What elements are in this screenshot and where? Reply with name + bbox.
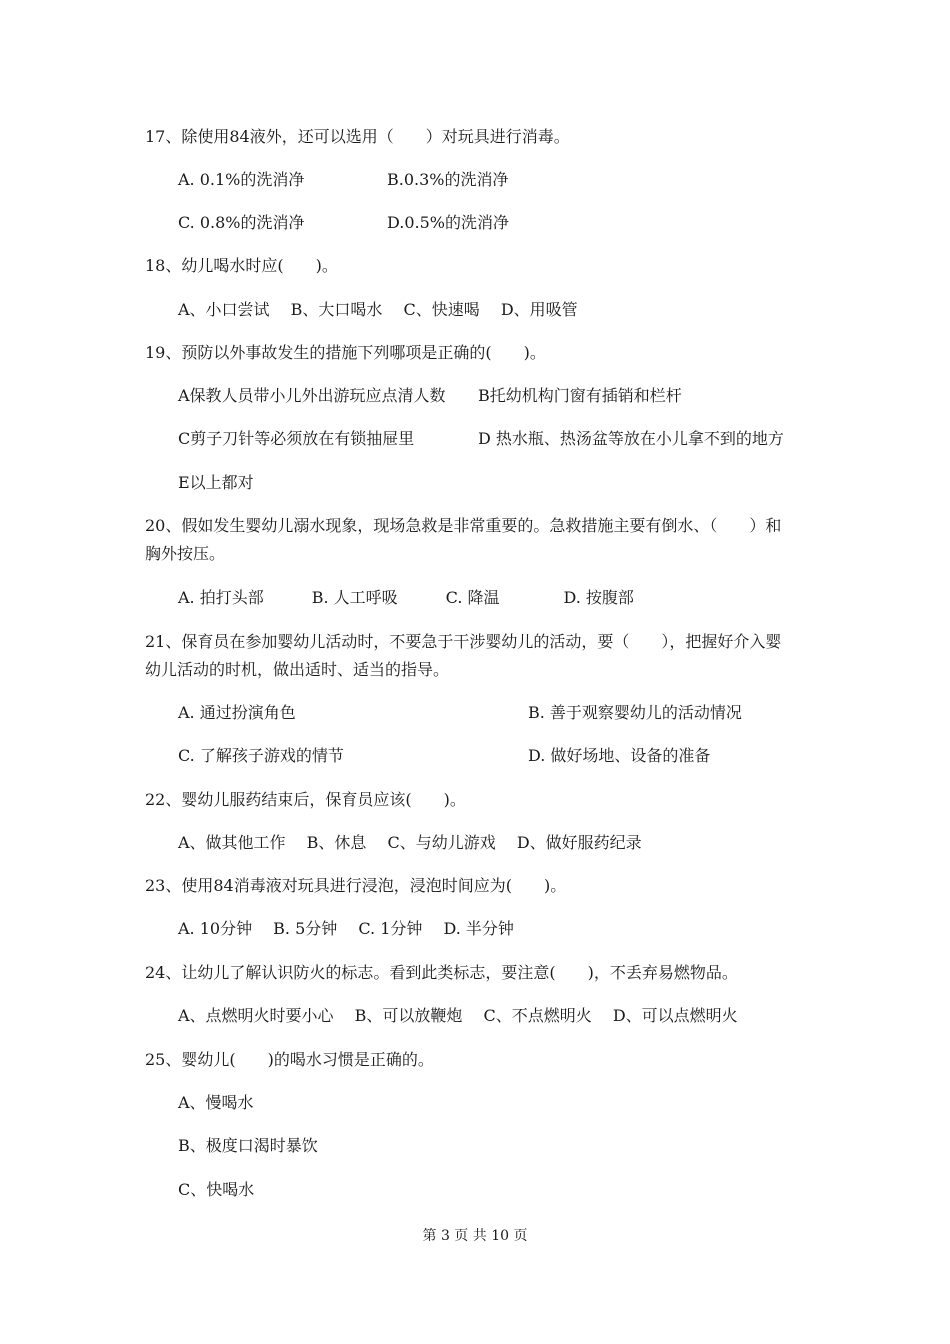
question-20-options: A. 拍打头部 B. 人工呼吸 C. 降温 D. 按腹部 [178, 588, 634, 607]
question-21-stem-line1: 21、保育员在参加婴幼儿活动时，不要急于干涉婴幼儿的活动，要（ ），把握好介入婴 [145, 632, 782, 651]
question-17-stem: 17、除使用84液外，还可以选用（ ）对玩具进行消毒。 [145, 127, 570, 146]
question-21-option-a: A. 通过扮演角色 [178, 703, 296, 722]
question-18-options: A、小口尝试 B、大口喝水 C、快速喝 D、用吸管 [178, 300, 578, 319]
question-23-options: A. 10分钟 B. 5分钟 C. 1分钟 D. 半分钟 [178, 919, 514, 938]
question-24-stem: 24、让幼儿了解认识防火的标志。看到此类标志，要注意( )，不丢弃易燃物品。 [145, 963, 738, 982]
question-23-stem: 23、使用84消毒液对玩具进行浸泡，浸泡时间应为( )。 [145, 876, 567, 895]
question-19-option-e: E以上都对 [178, 473, 254, 492]
question-24-options: A、点燃明火时要小心 B、可以放鞭炮 C、不点燃明火 D、可以点燃明火 [178, 1006, 738, 1025]
question-19-option-a: A保教人员带小儿外出游玩应点清人数 [178, 386, 446, 405]
question-22-options: A、做其他工作 B、休息 C、与幼儿游戏 D、做好服药纪录 [178, 833, 642, 852]
question-19-option-d: D 热水瓶、热汤盆等放在小儿拿不到的地方 [478, 429, 784, 448]
question-17-option-b: B.0.3%的洗消净 [387, 170, 509, 189]
question-17-option-a: A. 0.1%的洗消净 [178, 170, 305, 189]
question-19-option-c: C剪子刀针等必须放在有锁抽屉里 [178, 429, 415, 448]
question-18-stem: 18、幼儿喝水时应( )。 [145, 256, 338, 275]
question-17-option-d: D.0.5%的洗消净 [387, 213, 509, 232]
question-21-stem-line2: 幼儿活动的时机，做出适时、适当的指导。 [145, 660, 450, 679]
question-21-option-d: D. 做好场地、设备的准备 [528, 746, 711, 765]
question-21-option-b: B. 善于观察婴幼儿的活动情况 [528, 703, 742, 722]
page-number-footer: 第 3 页 共 10 页 [422, 1228, 528, 1244]
question-22-stem: 22、婴幼儿服药结束后，保育员应该( )。 [145, 790, 466, 809]
question-25-stem: 25、婴幼儿( )的喝水习惯是正确的。 [145, 1050, 434, 1069]
question-21-option-c: C. 了解孩子游戏的情节 [178, 746, 344, 765]
question-20-stem-line2: 胸外按压。 [145, 544, 226, 563]
question-19-stem: 19、预防以外事故发生的措施下列哪项是正确的( )。 [145, 343, 546, 362]
question-19-option-b: B托幼机构门窗有插销和栏杆 [478, 386, 682, 405]
question-25-option-b: B、极度口渴时暴饮 [178, 1136, 318, 1155]
question-25-option-c: C、快喝水 [178, 1180, 255, 1199]
question-25-option-a: A、慢喝水 [178, 1093, 254, 1112]
question-20-stem-line1: 20、假如发生婴幼儿溺水现象，现场急救是非常重要的。急救措施主要有倒水、（ ）和 [145, 516, 782, 535]
question-17-option-c: C. 0.8%的洗消净 [178, 213, 305, 232]
